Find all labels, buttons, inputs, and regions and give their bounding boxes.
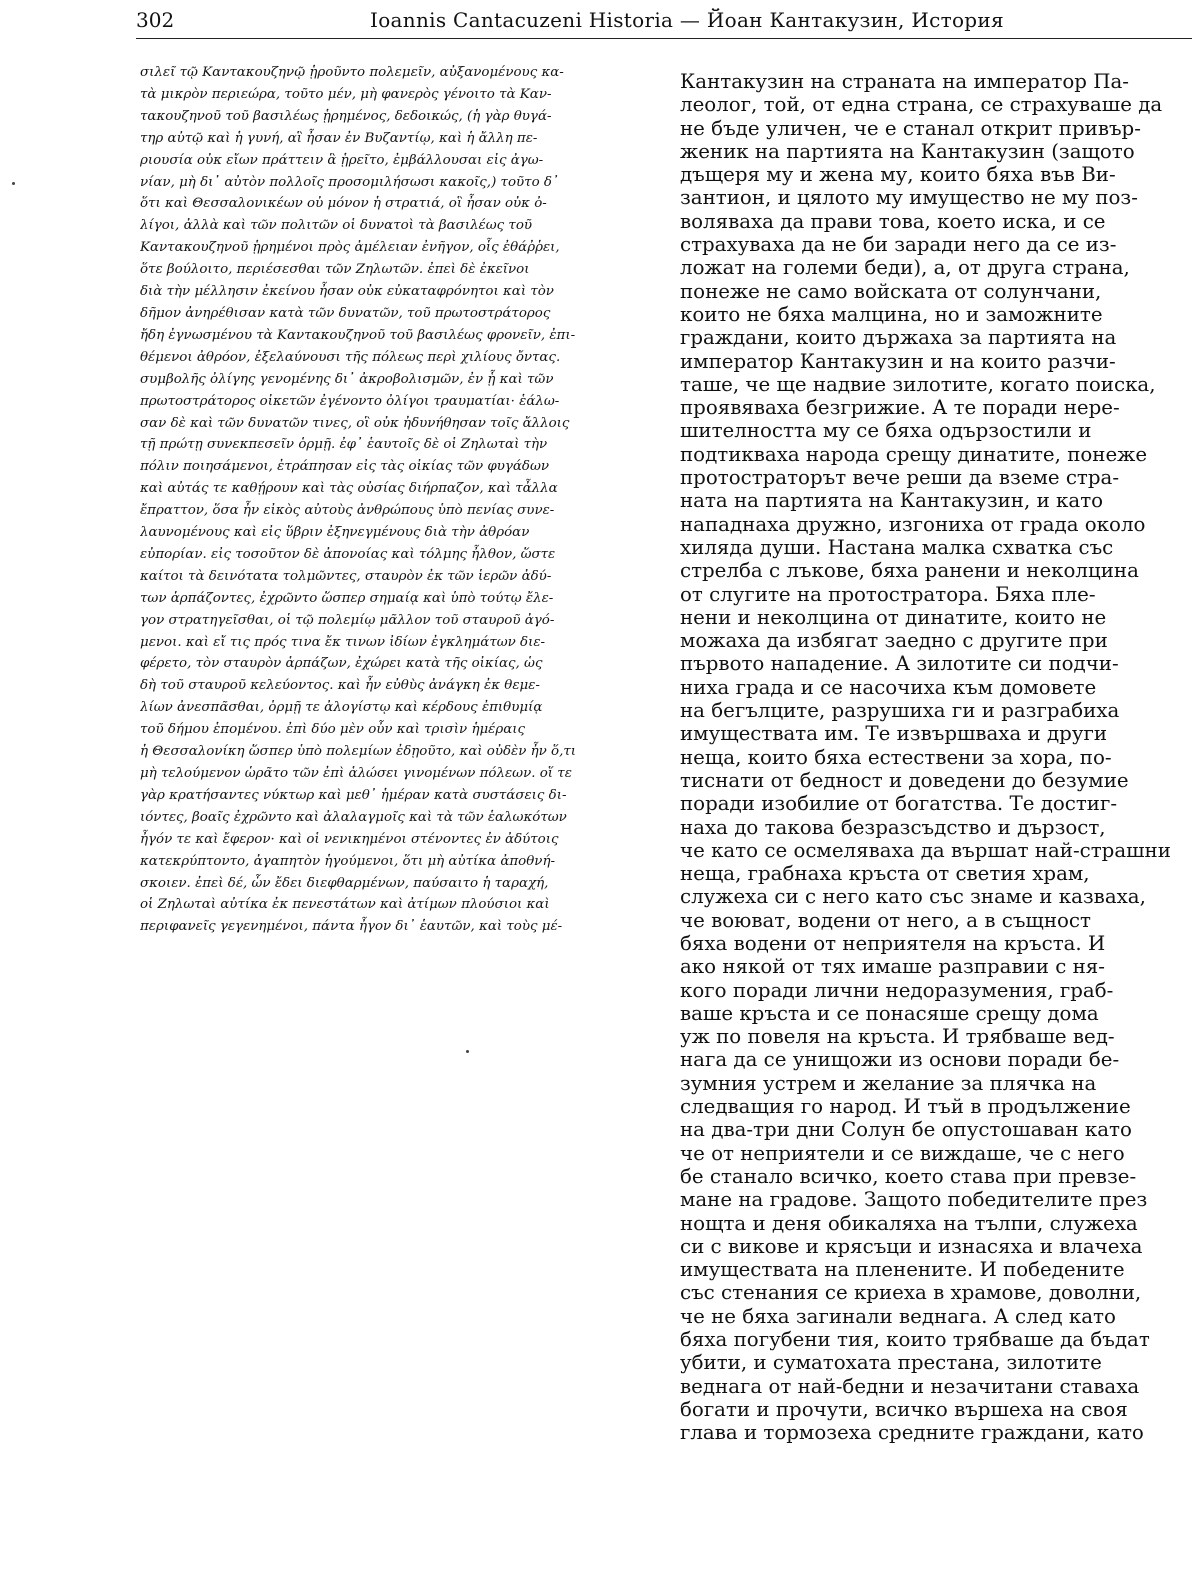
bulgarian-text-line: подтикваха народа срещу динатите, понеже xyxy=(680,442,1148,466)
greek-text-line: τηρ αὐτῷ καὶ ἡ γυνή, αἳ ἦσαν ἐν Βυζαντίῳ, καὶ ἡ ἄλλη πε- xyxy=(140,130,538,146)
bulgarian-text-line: веднага от най-бедни и незачитани ставаха xyxy=(680,1374,1140,1398)
greek-text-line: λίγοι, ἀλλὰ καὶ τῶν πολιτῶν οἱ δυνατοὶ τὰ βασιλέως τοῦ xyxy=(140,218,533,234)
greek-text-line: ἦγόν τε καὶ ἔφερον· καὶ οἱ νενικημένοι στένοντες ἐν ἀδύτοις xyxy=(140,831,559,847)
greek-text-line: περιφανεῖς γεγενημένοι, πάντα ἦγον δι᾽ ἑαυτῶν, καὶ τοὺς μέ- xyxy=(140,919,563,935)
greek-text-line: θέμενοι ἀθρόον, ἐξελαύνουσι τῆς πόλεως περὶ χιλίους ὄντας. xyxy=(140,349,561,365)
bulgarian-text-line: протостраторът вече реши да вземе стра- xyxy=(680,466,1120,490)
bulgarian-text-line: нападнаха дружно, изгониха от града около xyxy=(680,512,1146,536)
greek-text-line: διὰ τὴν μέλλησιν ἐκείνου ἦσαν οὐκ εὐκαταφρόνητοι καὶ τὸν xyxy=(140,284,554,300)
bulgarian-text-line: нага да се унищожи из основи поради бе- xyxy=(680,1048,1120,1072)
bulgarian-text-line: мане на градове. Защото победителите през xyxy=(680,1188,1148,1212)
bulgarian-text-line: че като се осмеляваха да вършат най-страшни xyxy=(680,838,1171,862)
bulgarian-text-line: неща, грабнаха кръста от светия храм, xyxy=(680,862,1090,886)
page-number: 302 xyxy=(136,8,175,32)
bulgarian-text-line: граждани, които държаха за партията на xyxy=(680,326,1117,350)
bulgarian-text-line: глава и тормозеха средните граждани, като xyxy=(680,1421,1144,1445)
bulgarian-text-line: кого поради лични недоразумения, граб- xyxy=(680,978,1114,1002)
greek-text-line: ριουσία οὐκ εἴων πράττειν ἃ ᾑρεῖτο, ἐμβάλλουσαι εἰς ἀγω- xyxy=(140,152,544,168)
bulgarian-text-line: следващия го народ. И тъй в продължение xyxy=(680,1095,1131,1119)
bulgarian-text-line: зантион, и цялото му имущество не му поз- xyxy=(680,186,1138,210)
bulgarian-text-line: от слугите на протостратора. Бяха пле- xyxy=(680,582,1096,606)
greek-text-line: εὐπορίαν. εἰς τοσοῦτον δὲ ἀπονοίας καὶ τόλμης ἦλθον, ὥστε xyxy=(140,546,556,562)
bulgarian-text-line: император Кантакузин и на които разчи- xyxy=(680,349,1116,373)
bulgarian-text-line: можаха да избягат заедно с другите при xyxy=(680,629,1108,653)
greek-text-line: ιόντες, βοαῖς ἐχρῶντο καὶ ἀλαλαγμοῖς καὶ τὰ τῶν ἑαλωκότων xyxy=(140,809,567,825)
bulgarian-text-line: хиляда души. Настана малка схватка със xyxy=(680,535,1114,559)
greek-text-line: τὰ μικρὸν περιεώρα, τοῦτο μέν, μὴ φανερὸς γένοιτο τὰ Καν- xyxy=(140,86,552,102)
greek-text-line: κατεκρύπτοντο, ἀγαπητὸν ἡγούμενοι, ὅτι μὴ αὐτίκα ἀποθνή- xyxy=(140,853,555,869)
bulgarian-text-line: наха до такова безразсъдство и дързост, xyxy=(680,815,1106,839)
header-rule xyxy=(136,38,1192,39)
bulgarian-text-line: дъщеря му и жена му, които бяха във Ви- xyxy=(680,163,1116,187)
bulgarian-text-line: бе станало всичко, което става при превзе- xyxy=(680,1164,1137,1188)
greek-text-line: δῆμον ἀνηρέθισαν κατὰ τῶν δυνατῶν, τοῦ πρωτοστράτορος xyxy=(140,305,551,321)
bulgarian-translation-column xyxy=(680,70,1192,1445)
scan-speck xyxy=(466,1050,469,1053)
greek-text-line: των ἁρπάζοντες, ἐχρῶντο ὥσπερ σημαίᾳ καὶ ὑπὸ τούτῳ ἔλε- xyxy=(140,590,554,606)
bulgarian-text-line: имуществата им. Те извършваха и други xyxy=(680,722,1108,746)
greek-text-line: σαν δὲ καὶ τῶν δυνατῶν τινες, οἳ οὐκ ἠδυνήθησαν τοῖς ἄλλοις xyxy=(140,415,570,431)
running-head xyxy=(136,6,1192,36)
running-title: Ioannis Cantacuzeni Historia — Йоан Кантакузин, История xyxy=(370,8,1004,32)
greek-text-line: πρωτοστράτορος οἰκετῶν ἐγένοντο ὀλίγοι τραυματίαι· ἑάλω- xyxy=(140,393,560,409)
bulgarian-text-line: Кантакузин на страната на император Па- xyxy=(680,70,1129,93)
bulgarian-text-line: ната на партията на Кантакузин, и като xyxy=(680,489,1104,513)
greek-text-line: σκοιεν. ἐπεὶ δέ, ὧν ἔδει διεφθαρμένων, παύσαιτο ἡ ταραχή, xyxy=(140,875,549,891)
bulgarian-text-line: проявяваха безгрижие. А те поради нере- xyxy=(680,396,1120,420)
greek-text-line: καὶ αὐτάς τε καθῄρουν καὶ τὰς οὐσίας διήρπαζον, καὶ τἆλλα xyxy=(140,481,558,497)
bulgarian-text-line: на два-три дни Солун бе опустошаван като xyxy=(680,1118,1132,1142)
bulgarian-text-line: уж по повеля на кръста. И трябваше вед- xyxy=(680,1025,1115,1049)
greek-text-line: τῇ πρώτῃ συνεκπεσεῖν ὁρμῇ. ἐφ᾽ ἑαυτοῖς δὲ οἱ Ζηλωταὶ τὴν xyxy=(140,437,548,453)
bulgarian-text-line: бяха водени от неприятеля на кръста. И xyxy=(680,931,1106,955)
bulgarian-text-line: не бъде уличен, че е станал открит привър- xyxy=(680,116,1141,140)
greek-text-line: μὴ τελούμενον ὡρᾶτο τῶν ἐπὶ ἁλώσει γινομένων πόλεων. οἵ τε xyxy=(140,766,572,781)
bulgarian-text-line: ако някой от тях имаше разправии с ня- xyxy=(680,955,1105,979)
bulgarian-text-line: понеже не само войската от солунчани, xyxy=(680,279,1102,303)
greek-text-line: πόλιν ποιησάμενοι, ἐτράπησαν εἰς τὰς οἰκίας τῶν φυγάδων xyxy=(140,459,550,475)
bulgarian-text-line: че воюват, водени от него, а в същност xyxy=(680,908,1091,932)
bulgarian-text-line: си с викове и крясъци и изнасяха и влачеха xyxy=(680,1234,1143,1258)
greek-text-line: ἡ Θεσσαλονίκη ὥσπερ ὑπὸ πολεμίων ἐδῃοῦτο, καὶ οὐδὲν ἦν ὅ,τι xyxy=(140,744,577,760)
greek-text-line: γον στρατηγεῖσθαι, οἱ τῷ πολεμίῳ μᾶλλον τοῦ σταυροῦ ἀγό- xyxy=(140,612,555,628)
bulgarian-text-line: служеха си с него като със знаме и казваха, xyxy=(680,885,1146,909)
greek-text-line: τοῦ δήμου ἑπομένου. ἐπὶ δύο μὲν οὖν καὶ τρισὶν ἡμέραις xyxy=(140,722,526,738)
bulgarian-text-line: че от неприятели и се виждаше, че с него xyxy=(680,1141,1125,1165)
bulgarian-text-line: воляваха да прави това, което иска, и се xyxy=(680,209,1106,233)
greek-text-line: Καντακουζηνοῦ ᾑρημένοι πρὸς ἀμέλειαν ἐνῆγον, οἷς ἐθάῤῥει, xyxy=(140,240,560,256)
bulgarian-text-line: страхуваха да не би заради него да се из- xyxy=(680,233,1117,257)
greek-text-line: νίαν, μὴ δι᾽ αὐτὸν πολλοῖς προσομιλήσωσι κακοῖς,) τοῦτο δ᾽ xyxy=(140,174,559,190)
bulgarian-text-line: че не бяха загинали веднага. А след като xyxy=(680,1304,1116,1328)
greek-text-line: ἤδη ἐγνωσμένου τὰ Καντακουζηνοῦ τοῦ βασιλέως φρονεῖν, ἐπι- xyxy=(140,327,576,343)
bulgarian-text-line: женик на партията на Кантакузин (защото xyxy=(680,139,1135,163)
bulgarian-text-line: поради изобилие от богатства. Те достиг- xyxy=(680,792,1118,816)
bulgarian-text-line: ложат на големи беди), а, от друга страна, xyxy=(680,256,1130,280)
bulgarian-text-line: стрелба с лъкове, бяха ранени и неколцина xyxy=(680,559,1139,583)
bulgarian-text-line: на бегълците, разрушиха ги и разграбиха xyxy=(680,699,1120,723)
greek-text-line: δὴ τοῦ σταυροῦ κελεύοντος. καὶ ἦν εὐθὺς ἀνάγκη ἐκ θεμε- xyxy=(140,678,540,694)
greek-text-line: μενοι. καὶ εἴ τις πρός τινα ἔκ τινων ἰδίων ἐγκλημάτων διε- xyxy=(140,634,546,650)
greek-text-line: ὅτε βούλοιτο, περιέσεσθαι τῶν Ζηλωτῶν. ἐπεὶ δὲ ἐκεῖνοι xyxy=(140,262,530,278)
greek-text-line: γὰρ κρατήσαντες νύκτωρ καὶ μεθ᾽ ἡμέραν κατὰ συστάσεις δι- xyxy=(140,787,567,803)
bulgarian-text-line: неща, които бяха естествени за хора, по- xyxy=(680,745,1112,769)
greek-text-line: φέρετο, τὸν σταυρὸν ἁρπάζων, ἐχώρει κατὰ τῆς οἰκίας, ὡς xyxy=(140,656,543,672)
greek-text-column xyxy=(140,62,660,938)
greek-text-line: ἔπραττον, ὅσα ἦν εἰκὸς αὐτοὺς ἀνθρώπους ὑπὸ πενίας συνε- xyxy=(140,503,555,519)
bulgarian-text-line: първото нападение. А зилотите си подчи- xyxy=(680,652,1119,676)
bulgarian-text-line: таше, че ще надвие зилотите, когато поиска, xyxy=(680,372,1156,396)
bulgarian-text-line: имуществата на пленените. И победените xyxy=(680,1258,1125,1282)
greek-text-line: λίων ἀνεσπᾶσθαι, ὁρμῇ τε ἀλογίστῳ καὶ κέρδους ἐπιθυμίᾳ xyxy=(140,700,543,716)
greek-text-line: οἱ Ζηλωταὶ αὐτίκα ἐκ πενεστάτων καὶ ἀτίμων πλούσιοι καὶ xyxy=(140,897,550,913)
greek-text-line: τακουζηνοῦ τοῦ βασιλέως ᾑρημένος, δεδοικώς, (ἡ γὰρ θυγά- xyxy=(140,108,552,124)
bulgarian-text-line: богати и прочути, всичко вършеха на своя xyxy=(680,1397,1128,1421)
scan-speck xyxy=(12,182,15,185)
bulgarian-text-line: тиснати от бедност и доведени до безумие xyxy=(680,768,1129,792)
bulgarian-text-line: зумния устрем и желание за плячка на xyxy=(680,1071,1097,1095)
greek-text-line: συμβολῆς ὀλίγης γενομένης δι᾽ ἀκροβολισμῶν, ἐν ᾗ καὶ τῶν xyxy=(140,371,554,387)
bulgarian-text-line: леолог, той, от една страна, се страхуваше да xyxy=(680,93,1163,117)
greek-text-line: λαυνομένους καὶ εἰς ὕβριν ἐξηνεγμένους διὰ τὴν ἀθρόαν xyxy=(140,525,530,541)
bulgarian-text-line: убити, и суматохата престана, зилотите xyxy=(680,1351,1102,1375)
greek-text-line: καίτοι τὰ δεινότατα τολμῶντες, σταυρὸν ἐκ τῶν ἱερῶν ἀδύ- xyxy=(140,568,552,584)
bulgarian-text-line: шителността му се бяха одързостили и xyxy=(680,419,1092,443)
bulgarian-text-line: бяха погубени тия, които трябваше да бъдат xyxy=(680,1328,1150,1352)
greek-text-line: ὅτι καὶ Θεσσαλονικέων οὐ μόνον ἡ στρατιά, οἳ ἦσαν οὐκ ὀ- xyxy=(140,196,547,212)
bulgarian-text-line: със стенания се криеха в храмове, доволни, xyxy=(680,1281,1142,1305)
bulgarian-text-line: ваше кръста и се понасяше срещу дома xyxy=(680,1001,1099,1025)
bulgarian-text-line: нощта и деня обикаляха на тълпи, служеха xyxy=(680,1211,1138,1235)
bulgarian-text-line: ниха града и се насочиха към домовете xyxy=(680,675,1097,699)
bulgarian-text-line: които не бяха малцина, но и заможните xyxy=(680,302,1103,326)
greek-text-line: σιλεῖ τῷ Καντακουζηνῷ ᾑροῦντο πολεμεῖν, αὐξανομένους κα- xyxy=(140,65,564,80)
bulgarian-text-line: нени и неколцина от динатите, които не xyxy=(680,605,1107,629)
